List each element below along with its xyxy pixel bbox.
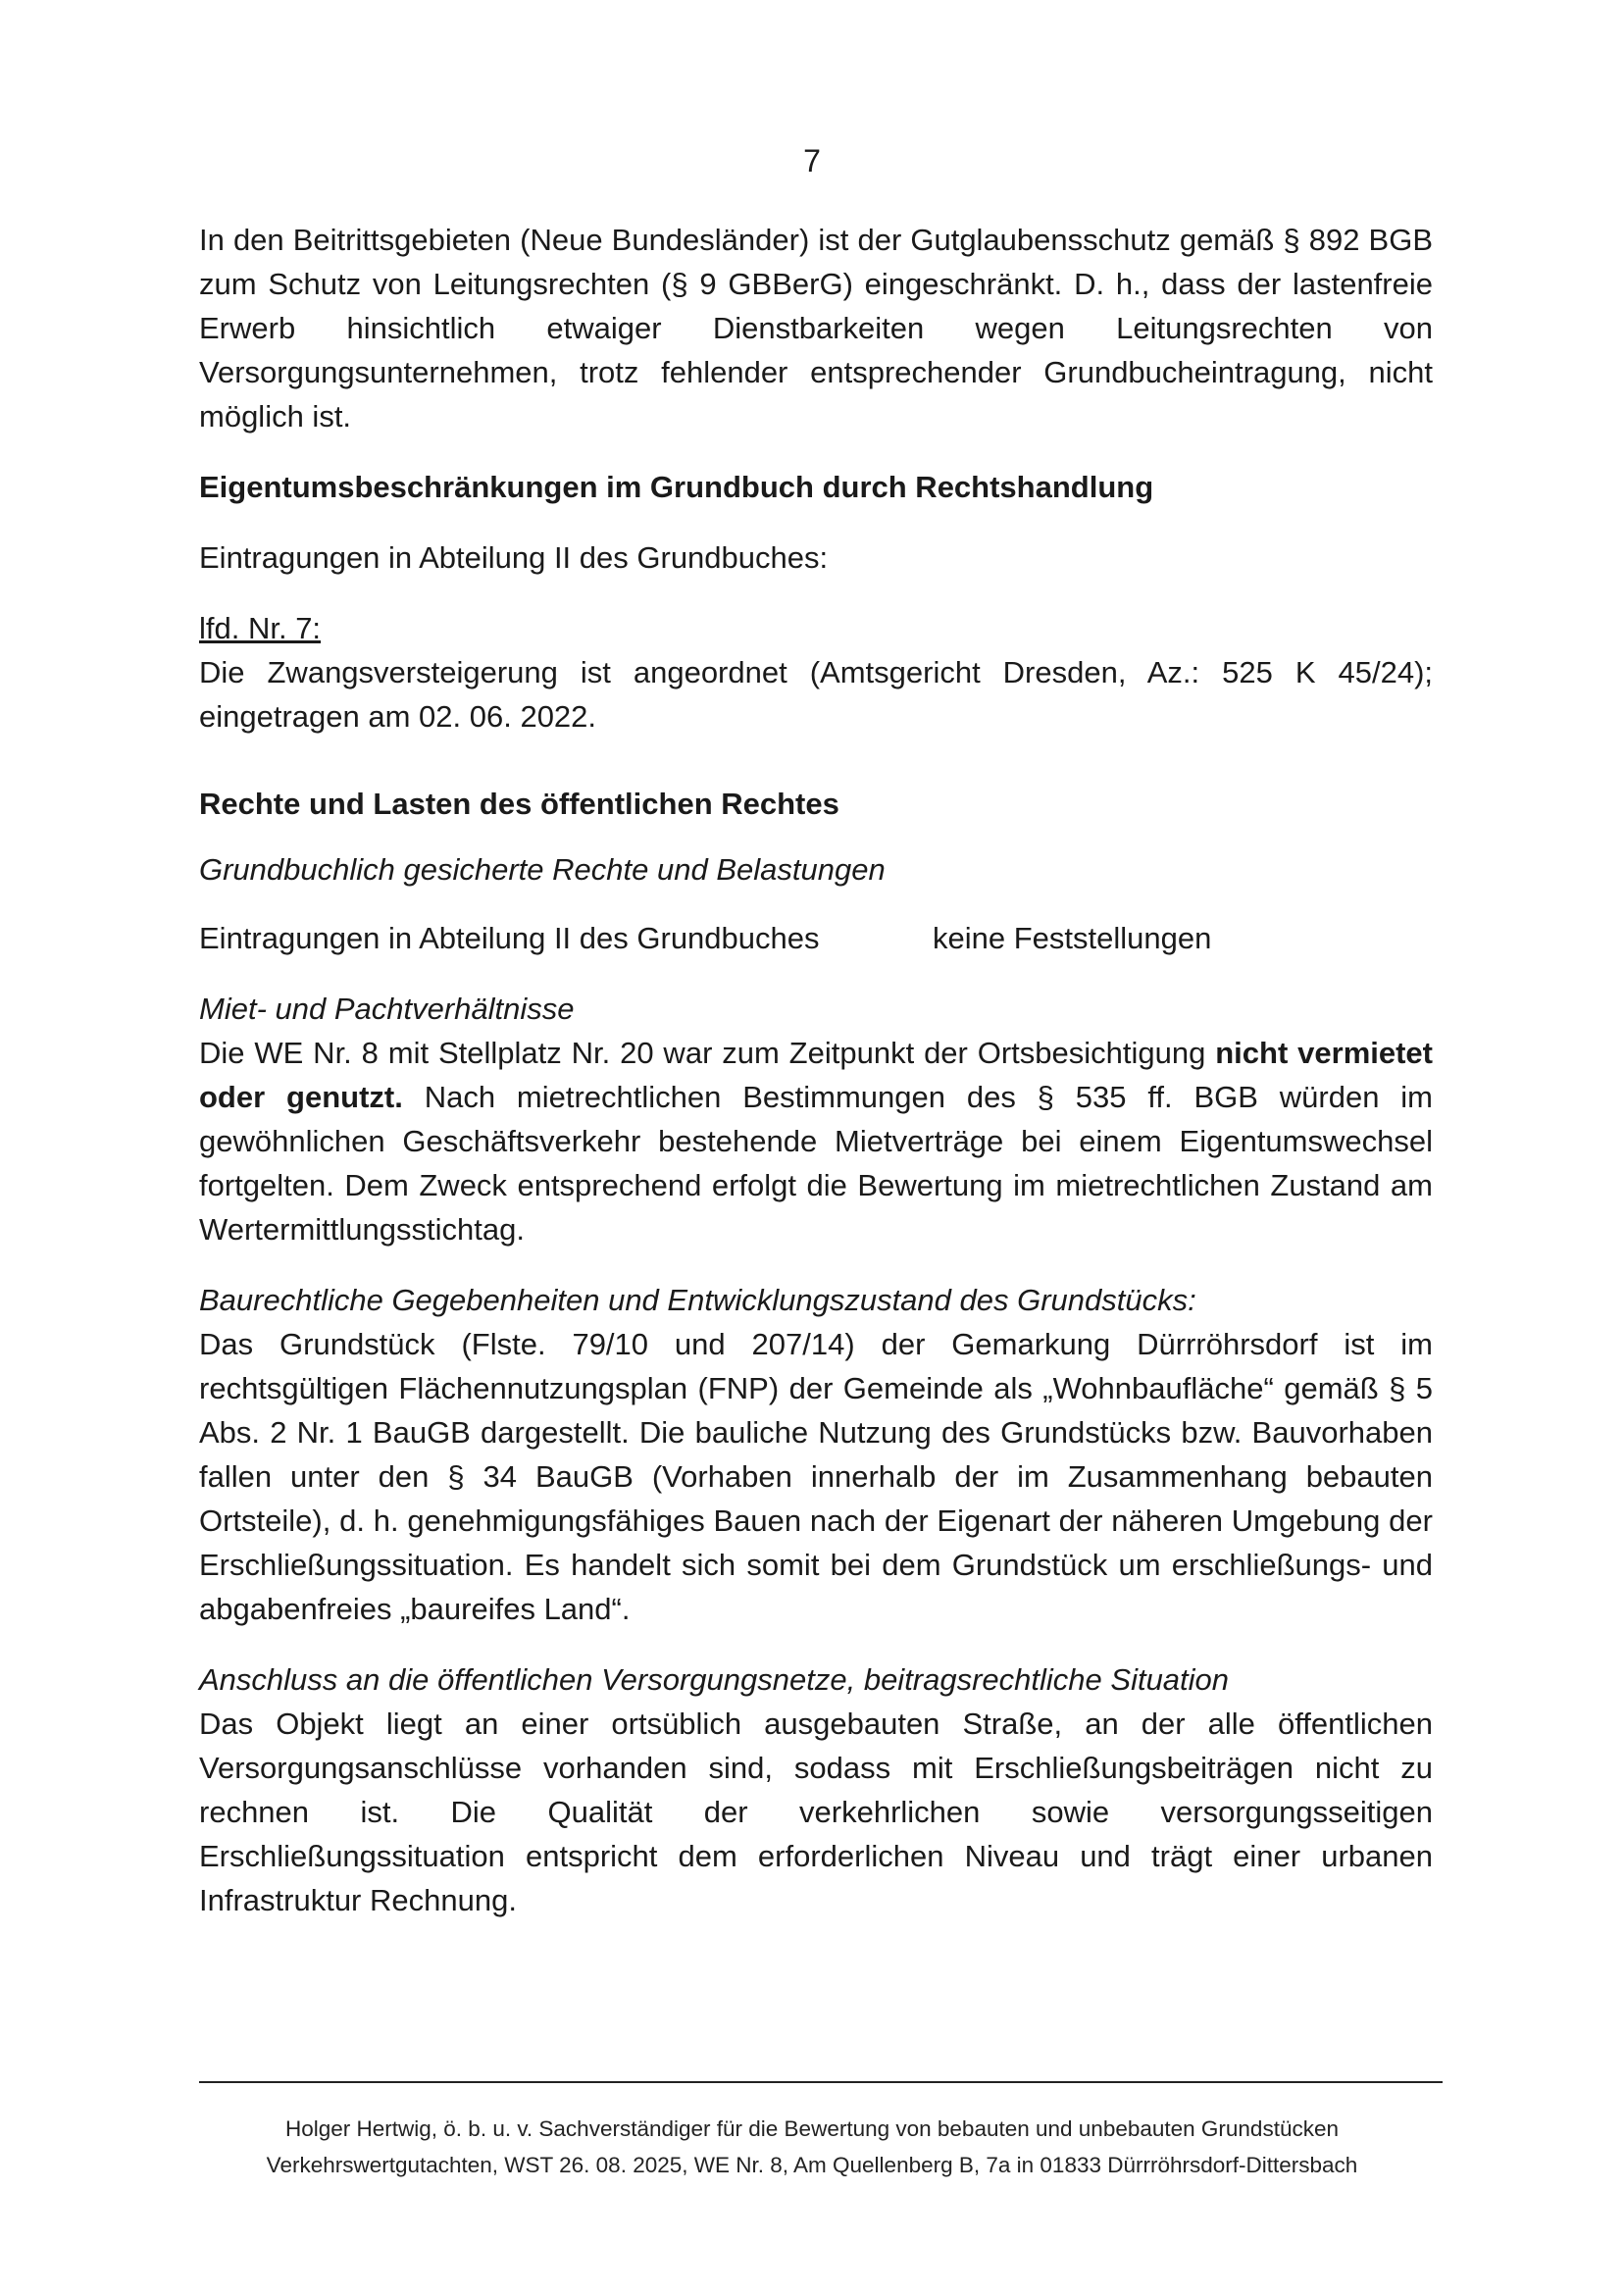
- paragraph-anschluss: Das Objekt liegt an einer ortsüblich ausgebauten Straße, an der alle öffentlichen Versorgungsanschlüsse vorhanden sind, sodass mit Erschließungsbeiträgen nicht zu rechnen ist. Die Qualität der verkehrlichen sowie versorgungsseitigen Erschließungssituation entspricht dem erforderlichen Niveau und trägt einer urbanen Infrastruktur Rechnung.: [199, 1707, 1433, 1917]
- miet-text-1: Die WE Nr. 8 mit Stellplatz Nr. 20 war zum Zeitpunkt der Ortsbesichtigung: [199, 1036, 1216, 1070]
- page-number: 7: [803, 143, 821, 178]
- paragraph-zwangsversteigerung: Die Zwangsversteigerung ist angeordnet (Amtsgericht Dresden, Az.: 525 K 45/24); eingetragen am 02. 06. 2022.: [199, 655, 1433, 734]
- eintragungen-row: [199, 916, 1433, 960]
- miet-text-2: Nach mietrechtlichen Bestimmungen des § 535 ff. BGB würden im gewöhnlichen Geschäftsverkehr bestehende Mietverträge bei einem Eigentumswechsel fortgelten. Dem Zweck entsprechend erfolgt die Bewertung im mietrechtlichen Zustand am Wertermittlungsstichtag.: [199, 1080, 1433, 1247]
- subheading-grundbuchlich: Grundbuchlich gesicherte Rechte und Belastungen: [199, 852, 886, 887]
- footer-line-1: Holger Hertwig, ö. b. u. v. Sachverständiger für die Bewertung von bebauten und unbebauten Grundstücken: [284, 2116, 1339, 2141]
- miet-text-bold: nicht vermietet oder genutzt.: [199, 1036, 1433, 1114]
- lfd-nr-label: lfd. Nr. 7:: [199, 611, 322, 645]
- heading-rechte-und-lasten: Rechte und Lasten des öffentlichen Rechtes: [199, 787, 839, 821]
- page-body: [199, 218, 1433, 1922]
- subheading-baurecht: Baurechtliche Gegebenheiten und Entwicklungszustand des Grundstücks:: [199, 1283, 1196, 1317]
- heading-eigentumsbeschraenkungen: Eigentumsbeschränkungen im Grundbuch durch Rechtshandlung: [199, 470, 1154, 504]
- subheading-anschluss: Anschluss an die öffentlichen Versorgungsnetze, beitragsrechtliche Situation: [199, 1662, 1230, 1697]
- paragraph-gutglaubensschutz: In den Beitrittsgebieten (Neue Bundesländer) ist der Gutglaubensschutz gemäß § 892 BGB zum Schutz von Leitungsrechten (§ 9 GBBerG) eingeschränkt. D. h., dass der lastenfreie Erwerb hinsichtlich etwaiger Dienstbarkeiten wegen Leitungsrechten von Versorgungsunternehmen, trotz fehlender entsprechender Grundbucheintragung, nicht möglich ist.: [199, 223, 1433, 433]
- paragraph-baurecht: Das Grundstück (Flste. 79/10 und 207/14) der Gemarkung Dürrröhrsdorf ist im rechtsgültigen Flächennutzungsplan (FNP) der Gemeinde als „Wohnbaufläche“ gemäß § 5 Abs. 2 Nr. 1 BauGB dargestellt. Die bauliche Nutzung des Grundstücks bzw. Bauvorhaben fallen unter den § 34 BauGB (Vorhaben innerhalb der im Zusammenhang bebauten Ortsteile), d. h. genehmigungsfähiges Bauen nach der Eigenart der näheren Umgebung der Erschließungssituation. Es handelt sich somit bei dem Grundstück um erschließungs- und abgabenfreies „baureifes Land“.: [199, 1327, 1433, 1626]
- eintragungen-row-label: Eintragungen in Abteilung II des Grundbuches: [199, 921, 820, 955]
- eintragungen-row-value: keine Feststellungen: [933, 921, 1212, 955]
- footer-line-2: Verkehrswertgutachten, WST 26. 08. 2025, WE Nr. 8, Am Quellenberg B, 7a in 01833 Dürrröhrsdorf-Dittersbach: [266, 2153, 1358, 2177]
- subheading-miet-pacht: Miet- und Pachtverhältnisse: [199, 992, 575, 1026]
- eintragungen-label: Eintragungen in Abteilung II des Grundbuches:: [199, 540, 829, 575]
- paragraph-miet-pacht: [199, 1031, 1433, 1251]
- page-footer: [0, 2111, 1624, 2183]
- footer-divider: [199, 2081, 1443, 2083]
